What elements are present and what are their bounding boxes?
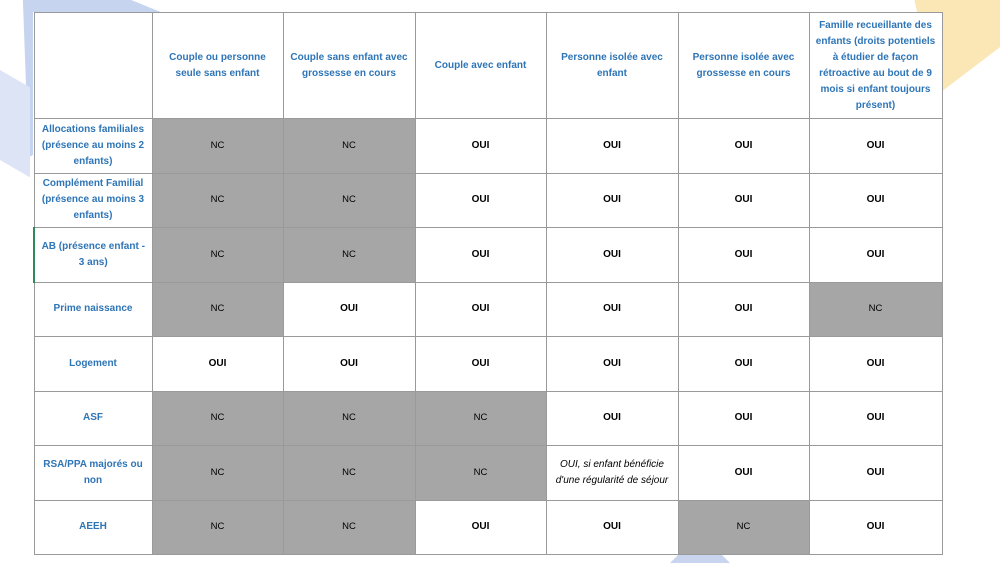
column-header: Couple sans enfant avec grossesse en cours [283, 13, 415, 119]
table-cell: OUI [415, 119, 546, 174]
row-label: AB (présence enfant - 3 ans) [34, 228, 152, 283]
table-cell: NC [152, 228, 283, 283]
table-row [34, 119, 942, 174]
table-cell: NC [152, 391, 283, 446]
column-header: Couple ou personne seule sans enfant [152, 13, 283, 119]
table-cell: OUI [809, 173, 942, 228]
table-row [34, 173, 942, 228]
table-cell: NC [283, 228, 415, 283]
table-row [34, 228, 942, 283]
row-label: AEEH [34, 500, 152, 555]
table-cell: OUI [809, 500, 942, 555]
column-header: Famille recueillante des enfants (droits potentiels à étudier de façon rétroactive au bout de 9 mois si enfant toujours présent) [809, 13, 942, 119]
row-label: RSA/PPA majorés ou non [34, 446, 152, 501]
table-cell: NC [678, 500, 809, 555]
table-cell: OUI [809, 228, 942, 283]
table-row [34, 446, 942, 501]
table-cell: OUI [678, 337, 809, 392]
table-cell: OUI [546, 119, 678, 174]
table-cell: OUI [415, 228, 546, 283]
table-cell: OUI [283, 282, 415, 337]
table-cell: NC [415, 391, 546, 446]
table-cell: OUI [678, 173, 809, 228]
table-cell: OUI [152, 337, 283, 392]
row-label: Complément Familial (présence au moins 3 enfants) [34, 173, 152, 228]
table-cell: NC [809, 282, 942, 337]
table-cell: OUI [809, 119, 942, 174]
table-cell: NC [283, 500, 415, 555]
table-cell: OUI [546, 228, 678, 283]
table-row [34, 391, 942, 446]
row-label: ASF [34, 391, 152, 446]
table-cell-note: OUI, si enfant bénéficie d'une régularité de séjour [546, 446, 678, 501]
header-corner-cell [34, 13, 152, 119]
table-cell: NC [283, 391, 415, 446]
table-cell: OUI [283, 337, 415, 392]
table-cell: OUI [415, 282, 546, 337]
table-cell: OUI [415, 173, 546, 228]
table-cell: NC [283, 173, 415, 228]
table-cell: OUI [546, 391, 678, 446]
table-cell: OUI [809, 337, 942, 392]
table-cell: OUI [546, 500, 678, 555]
table-cell: NC [152, 282, 283, 337]
table-cell: OUI [546, 282, 678, 337]
row-label: Prime naissance [34, 282, 152, 337]
table-row [34, 500, 942, 555]
table-cell: NC [415, 446, 546, 501]
row-label: Logement [34, 337, 152, 392]
column-header: Personne isolée avec grossesse en cours [678, 13, 809, 119]
table-cell: OUI [546, 173, 678, 228]
table-cell: OUI [809, 391, 942, 446]
table-cell: OUI [546, 337, 678, 392]
table-cell: NC [152, 500, 283, 555]
table-cell: NC [283, 119, 415, 174]
table-cell: OUI [678, 228, 809, 283]
table-cell: OUI [678, 282, 809, 337]
table-row [34, 337, 942, 392]
column-header: Couple avec enfant [415, 13, 546, 119]
eligibility-table [33, 12, 943, 555]
row-label: Allocations familiales (présence au moins 2 enfants) [34, 119, 152, 174]
table-cell: OUI [678, 119, 809, 174]
header-row [34, 13, 942, 119]
column-header: Personne isolée avec enfant [546, 13, 678, 119]
table-cell: NC [283, 446, 415, 501]
table-cell: NC [152, 173, 283, 228]
table-cell: OUI [415, 337, 546, 392]
table-cell: OUI [678, 446, 809, 501]
table-cell: OUI [809, 446, 942, 501]
table-cell: OUI [678, 391, 809, 446]
table-cell: NC [152, 446, 283, 501]
table-cell: OUI [415, 500, 546, 555]
table-cell: NC [152, 119, 283, 174]
table-row [34, 282, 942, 337]
